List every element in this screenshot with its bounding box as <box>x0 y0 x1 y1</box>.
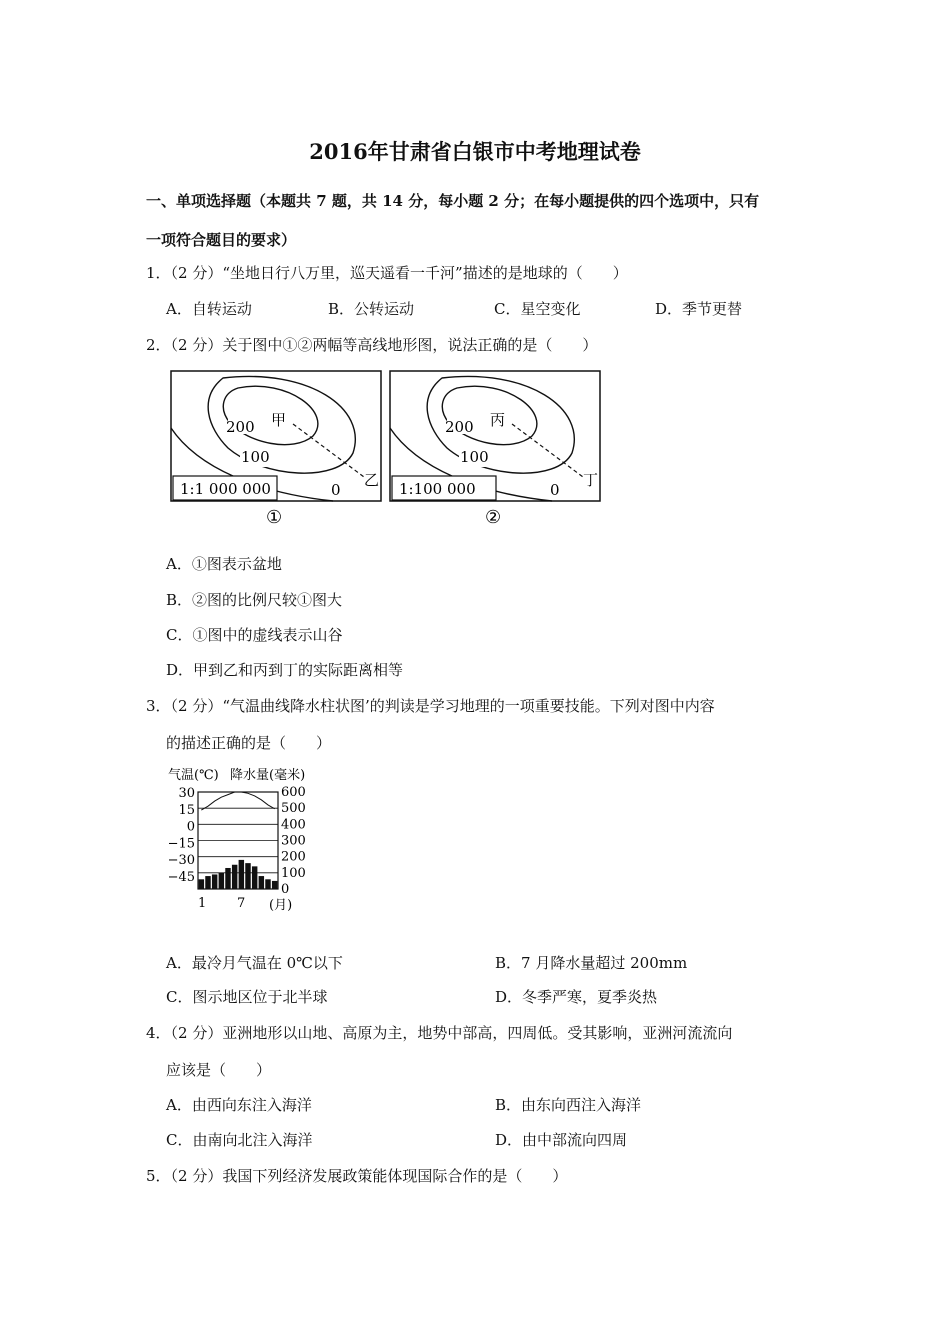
chart-left-tick: 0 <box>186 819 195 835</box>
map1-caption: ① <box>266 507 283 528</box>
q3-option-d: D．冬季严寒，夏季炎热 <box>495 988 658 1006</box>
map2-scale: 1:100 000 <box>399 480 476 498</box>
precip-bar-month-8 <box>245 863 250 889</box>
q2-option-a: A．①图表示盆地 <box>166 555 282 573</box>
q1-stem: 1．（2 分）“坐地日行八万里，巡天遥看一千河”描述的是地球的（ ） <box>146 264 628 282</box>
precip-bar-month-10 <box>259 876 264 889</box>
map2-contour-0: 0 <box>550 481 560 499</box>
q3-stem-line2: 的描述正确的是（ ） <box>166 734 332 752</box>
map2-caption: ② <box>485 507 502 528</box>
q2-option-b: B．②图的比例尺较①图大 <box>166 591 343 609</box>
q4-option-a: A．由西向东注入海洋 <box>166 1096 312 1114</box>
contour-map-2 <box>390 371 600 528</box>
map1-contour-200: 200 <box>226 418 255 436</box>
q1-option-b: B．公转运动 <box>328 300 415 318</box>
map1-scale: 1:1 000 000 <box>180 480 271 498</box>
q4-option-d: D．由中部流向四周 <box>495 1131 628 1149</box>
map1-contour-0: 0 <box>331 481 341 499</box>
chart-right-tick: 100 <box>281 865 306 881</box>
precip-bar-month-7 <box>239 860 244 889</box>
precip-bar-month-6 <box>232 865 237 889</box>
q1-option-c: C．星空变化 <box>494 300 581 318</box>
q4-stem-line1: 4．（2 分）亚洲地形以山地、高原为主，地势中部高，四周低。受其影响，亚洲河流流向 <box>146 1024 733 1042</box>
q3-option-c: C．图示地区位于北半球 <box>166 988 328 1006</box>
map2-label-top: 丙 <box>490 411 506 429</box>
precip-bar-month-3 <box>212 874 217 889</box>
contour-maps-figure <box>168 368 608 533</box>
chart-left-tick: −45 <box>167 870 195 885</box>
chart-x-unit: (月) <box>269 898 293 913</box>
map2-label-bottom: 丁 <box>583 471 599 489</box>
q2-option-d: D．甲到乙和丙到丁的实际距离相等 <box>166 661 404 679</box>
q3-option-a: A．最冷月气温在 0℃以下 <box>166 954 343 972</box>
section-heading-line2: 一项符合题目的要求） <box>146 231 297 249</box>
map2-contour-200: 200 <box>445 418 474 436</box>
q5-stem: 5．（2 分）我国下列经济发展政策能体现国际合作的是（ ） <box>146 1167 568 1185</box>
q4-option-b: B．由东向西注入海洋 <box>495 1096 642 1114</box>
chart-xtick-1: 1 <box>198 896 207 911</box>
chart-right-tick: 500 <box>281 801 306 817</box>
map1-label-top: 甲 <box>271 411 287 429</box>
chart-right-axis-label: 降水量(毫米) <box>230 768 306 783</box>
chart-right-tick: 0 <box>281 882 290 897</box>
precip-bar-month-5 <box>225 868 230 889</box>
precip-bar-month-4 <box>219 873 224 889</box>
q4-option-c: C．由南向北注入海洋 <box>166 1131 313 1149</box>
chart-xtick-7: 7 <box>237 896 246 911</box>
precip-bar-month-9 <box>252 866 257 889</box>
q3-stem-line1: 3．（2 分）“气温曲线降水柱状图’的判读是学习地理的一项重要技能。下列对图中内容 <box>146 697 715 715</box>
precip-bar-month-12 <box>272 881 277 889</box>
chart-right-tick: 200 <box>281 849 306 865</box>
precip-bar-month-2 <box>205 876 210 889</box>
chart-left-axis-label: 气温(℃) <box>168 768 219 783</box>
q3-option-b: B．7 月降水量超过 200mm <box>495 954 688 972</box>
page-title: 2016年甘肃省白银市中考地理试卷 <box>309 139 641 164</box>
chart-left-tick: −30 <box>167 853 195 869</box>
chart-left-tick: −15 <box>167 836 195 852</box>
chart-left-tick: 30 <box>178 786 195 801</box>
map1-contour-100: 100 <box>241 448 270 466</box>
chart-right-tick: 300 <box>281 833 306 849</box>
precip-bar-month-11 <box>265 879 270 889</box>
q1-option-d: D．季节更替 <box>655 300 743 318</box>
temperature-curve <box>201 792 274 810</box>
climate-chart <box>165 762 325 920</box>
chart-left-tick: 15 <box>178 802 195 818</box>
map2-contour-100: 100 <box>460 448 489 466</box>
map1-label-bottom: 乙 <box>364 471 380 489</box>
q4-stem-line2: 应该是（ ） <box>166 1061 272 1079</box>
q1-option-a: A．自转运动 <box>166 300 252 318</box>
q2-stem: 2．（2 分）关于图中①②两幅等高线地形图，说法正确的是（ ） <box>146 336 598 354</box>
contour-map-1 <box>171 371 381 528</box>
q2-option-c: C．①图中的虚线表示山谷 <box>166 626 343 644</box>
chart-right-tick: 400 <box>281 817 306 833</box>
precip-bar-month-1 <box>199 879 204 889</box>
section-heading-line1: 一、单项选择题（本题共 7 题，共 14 分，每小题 2 分；在每小题提供的四个选项中，只有 <box>146 192 760 210</box>
chart-right-tick: 600 <box>281 785 306 800</box>
